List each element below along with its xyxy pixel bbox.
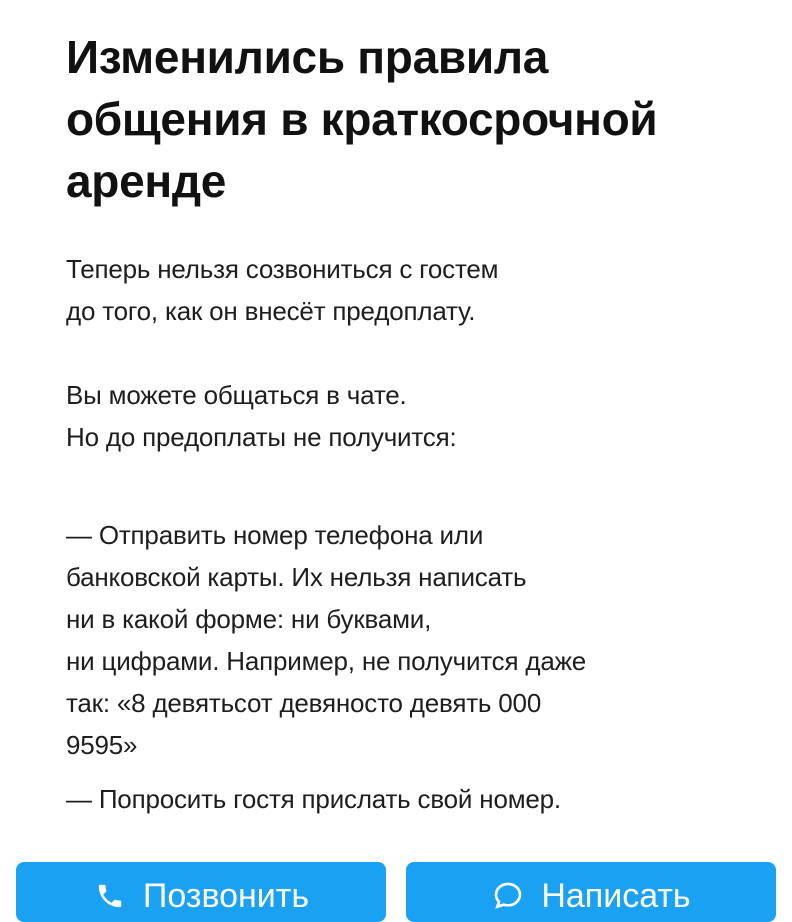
- write-button[interactable]: [406, 862, 776, 922]
- paragraph-no-phone-numbers: — Отправить номер телефона или банковской карты. Их нельзя написать ни в какой форме: ни буквами, ни цифрами. Например, не получится даже так: «8 девятьсот девяносто девять 000 9595»: [66, 520, 587, 760]
- page-title: Изменились правила общения в краткосрочной аренде: [66, 31, 658, 207]
- article: [66, 26, 756, 820]
- chat-bubble-icon: [491, 876, 525, 916]
- call-button-label: Позвонить: [142, 877, 310, 915]
- paragraph-no-asking-number: — Попросить гостя прислать свой номер.: [66, 784, 561, 814]
- paragraph-call-restriction: Теперь нельзя созвониться с гостем до того, как он внесёт предоплату.: [66, 254, 499, 326]
- paragraph-chat-allowed: Вы можете общаться в чате. Но до предоплаты не получится:: [66, 380, 457, 452]
- call-button[interactable]: [16, 862, 386, 922]
- phone-icon: [93, 876, 127, 916]
- write-button-label: Написать: [541, 877, 691, 915]
- action-bar: [0, 862, 792, 915]
